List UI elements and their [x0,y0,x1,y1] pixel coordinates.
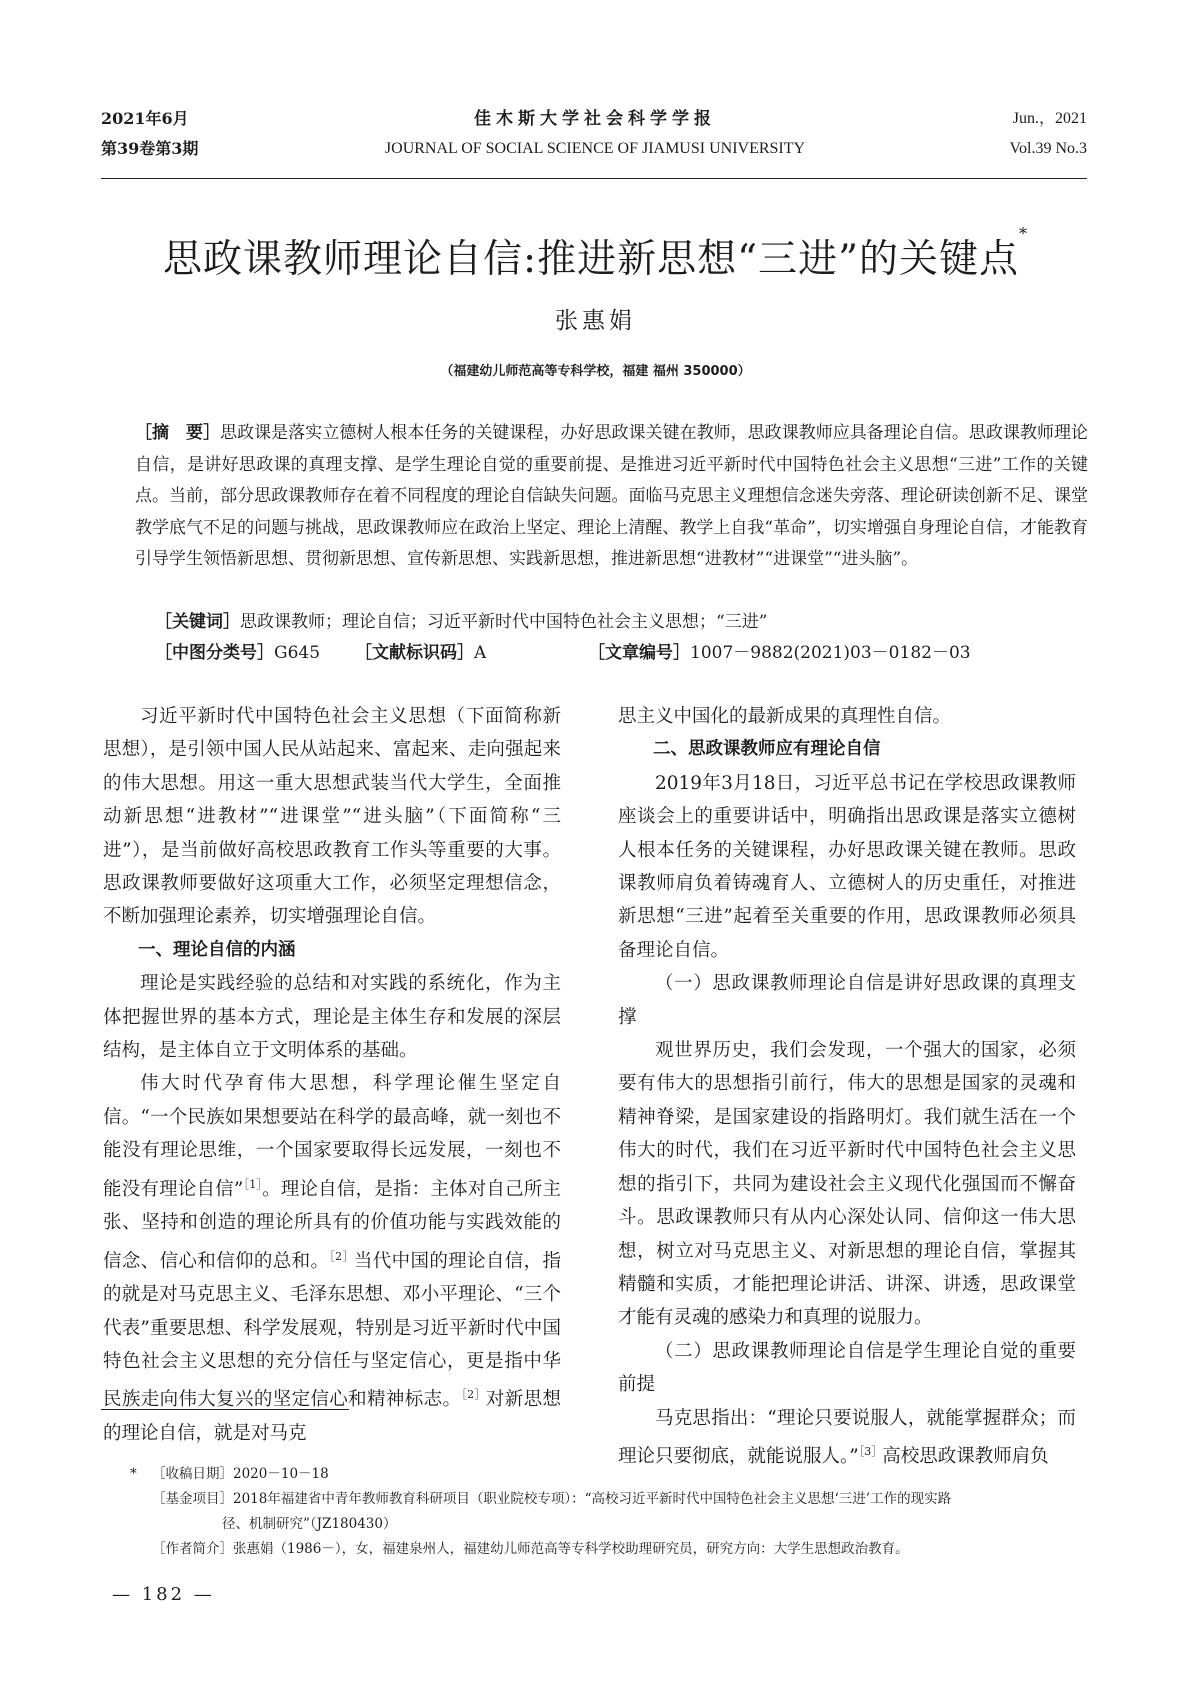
fund-project-continued: 径、机制研究”（JZ180430） [222,1516,397,1532]
document-code [355,638,486,668]
paragraph-text: 。理论自信，是指：主体对自己所主张、坚持和创造的理论所具有的价值功能与实践效能的信念、信心和信仰的总和。 [103,1178,561,1272]
journal-issue-info-en [1010,104,1088,164]
page-number: — 182 — [112,1584,215,1605]
author-name: 张惠娟 [555,308,636,334]
paragraph [103,1067,561,1450]
clc-value: G645 [274,643,321,663]
clc-code [155,638,320,668]
keywords-label: ［关键词］ [155,612,240,632]
volume-issue-en: Vol.39 No.3 [1009,140,1087,157]
subsection-heading-2: （二）思政课教师理论自信是学生理论自觉的重要前提 [618,1340,1076,1396]
journal-name-en: JOURNAL OF SOCIAL SCIENCE OF JIAMUSI UNIVERSITY [384,140,806,157]
journal-issue-info [101,104,198,164]
footnote-received [130,1462,1090,1487]
abstract-text: 思政课是落实立德树人根本任务的关键课程，办好思政课关键在教师，思政课教师应具备理论自信。思政课教师理论自信，是讲好思政课的真理支撑、是学生理论自觉的重要前提、是推进习近平新时代中国特色社会主义思想“三进”工作的关键点。当前，部分思政课教师存在着不同程度的理论自信缺失问题。面临马克思主义理想信念迷失旁落、理论研读创新不足、课堂教学底气不足的问题与挑战，思政课教师应在政治上坚定、理论上清醒、教学上自我“革命”，切实增强自身理论自信，才能教育引导学生领悟新思想、贯彻新思想、宣传新思想、实践新思想，推进新思想“进教材”“进课堂”“进头脑”。 [135,423,1089,569]
footnote-author-bio [130,1537,1090,1562]
paragraph-text: 高校思政课教师肩负 [882,1446,1049,1468]
keywords-text: 思政课教师；理论自信；习近平新时代中国特色社会主义思想；“三进” [240,612,768,632]
journal-name [330,104,860,164]
issue-date: 2021年6月 [101,109,189,128]
volume-issue: 第39卷第3期 [101,139,199,158]
article-number-value: 1007－9882(2021)03－0182－03 [690,643,971,663]
subsection-heading-1: （一）思政课教师理论自信是讲好思政课的真理支撑 [618,973,1076,1028]
footnote-rule [101,1409,349,1410]
received-date: ［收稿日期］2020－10－18 [152,1466,329,1482]
footnote-fund-continued [130,1512,1090,1537]
keywords [155,607,1085,637]
section-heading-1: 一、理论自信的内涵 [138,939,296,960]
title-footnote-mark: * [1019,224,1029,243]
document-code-value: A [474,643,487,663]
journal-name-cn: 佳木斯大学社会科学学报 [474,109,716,129]
section-heading-2: 二、思政课教师应有理论自信 [653,739,881,760]
footnotes [130,1462,1090,1562]
footnote-fund [130,1487,1090,1512]
abstract-label: ［摘 要］ [135,423,221,443]
body-left-column [103,700,561,1450]
footnote-star: * [130,1466,137,1482]
citation-ref: ［3］ [858,1444,883,1458]
paragraph-text: 伟大时代孕育伟大思想，科学理论催生坚定自信。“一个民族如果想要站在科学的最高峰，就一刻也不能没有理论思维，一个国家要取得长远发展，一刻也不能没有理论自信” [103,1073,561,1200]
paragraph-text: 马克思指出：“理论只要说服人，就能掌握群众；而理论只要彻底，就能说服人。” [618,1407,1076,1468]
paragraph-continued: 思主义中国化的最新成果的真理性自信。 [618,706,952,727]
paragraph: 习近平新时代中国特色社会主义思想（下面简称新思想），是引领中国人民从站起来、富起来、走向强起来的伟大思想。用这一重大思想武装当代大学生，全面推动新思想“进教材”“进课堂”“进头脑”（下面简称“三进”），是当前做好高校思政教育工作头等重要的大事。思政课教师要做好这项重大工作，必须坚定理想信念，不断加强理论素养，切实增强理论自信。 [103,706,561,928]
header-rule [101,178,1087,179]
article-number-label: ［文章编号］ [588,643,690,663]
paragraph: 观世界历史，我们会发现，一个强大的国家，必须要有伟大的思想指引前行，伟大的思想是国家的灵魂和精神脊梁，是国家建设的指路明灯。我们就生活在一个伟大的时代，我们在习近平新时代中国特色社会主义思想的指引下，共同为建设社会主义现代化强国而不懈奋斗。思政课教师只有从内心深处认同、信仰这一伟大思想，树立对马克思主义、对新思想的理论自信，掌握其精髓和实质，才能把理论讲活、讲深、讲透，思政课堂才能有灵魂的感染力和真理的说服力。 [618,1040,1076,1329]
fund-project: ［基金项目］2018年福建省中青年教师教育科研项目（职业院校专项）：“高校习近平新时代中国特色社会主义思想‘三进’工作的现实路 [152,1491,952,1507]
author-bio: ［作者简介］张惠娟（1986－），女，福建泉州人，福建幼儿师范高等专科学校助理研究员，研究方向：大学生思想政治教育。 [152,1541,909,1557]
citation-ref: ［2］ [461,1388,486,1402]
abstract [135,418,1088,576]
article-title-text: 思政课教师理论自信:推进新思想“三进”的关键点 [162,237,1020,282]
article-number [588,638,971,668]
paragraph: 理论是实践经验的总结和对实践的系统化，作为主体把握世界的基本方式，理论是主体生存和发展的深层结构，是主体自立于文明体系的基础。 [103,973,561,1062]
body-right-column [618,700,1076,1474]
article-title [0,224,1191,284]
citation-ref: ［2］ [329,1249,354,1263]
paragraph: 2019年3月18日，习近平总书记在学校思政课教师座谈会上的重要讲话中，明确指出思政课是落实立德树人根本任务的关键课程，办好思政课关键在教师。思政课教师肩负着铸魂育人、立德树人的历史重任，对推进新思想“三进”起着至关重要的作用，思政课教师必须具备理论自信。 [618,772,1076,961]
author-affiliation: （福建幼儿师范高等专科学校，福建 福州 350000） [440,364,751,379]
document-code-label: ［文献标识码］ [355,643,474,663]
paragraph-text: 当代中国的理论自信，指的就是对马克思主义、毛泽东思想、邓小平理论、“三个代表”重要思想、科学发展观，特别是习近平新时代中国特色社会主义思想的充分信任与坚定信心，更是指中华民族走向伟大复兴的坚定信心和精神标志。 [103,1250,561,1411]
citation-ref: ［1］ [243,1177,263,1191]
paragraph-text: 对新思想的理论自信，就是对马克 [103,1389,561,1444]
clc-label: ［中图分类号］ [155,643,274,663]
issue-date-en: Jun.，2021 [1012,110,1087,127]
